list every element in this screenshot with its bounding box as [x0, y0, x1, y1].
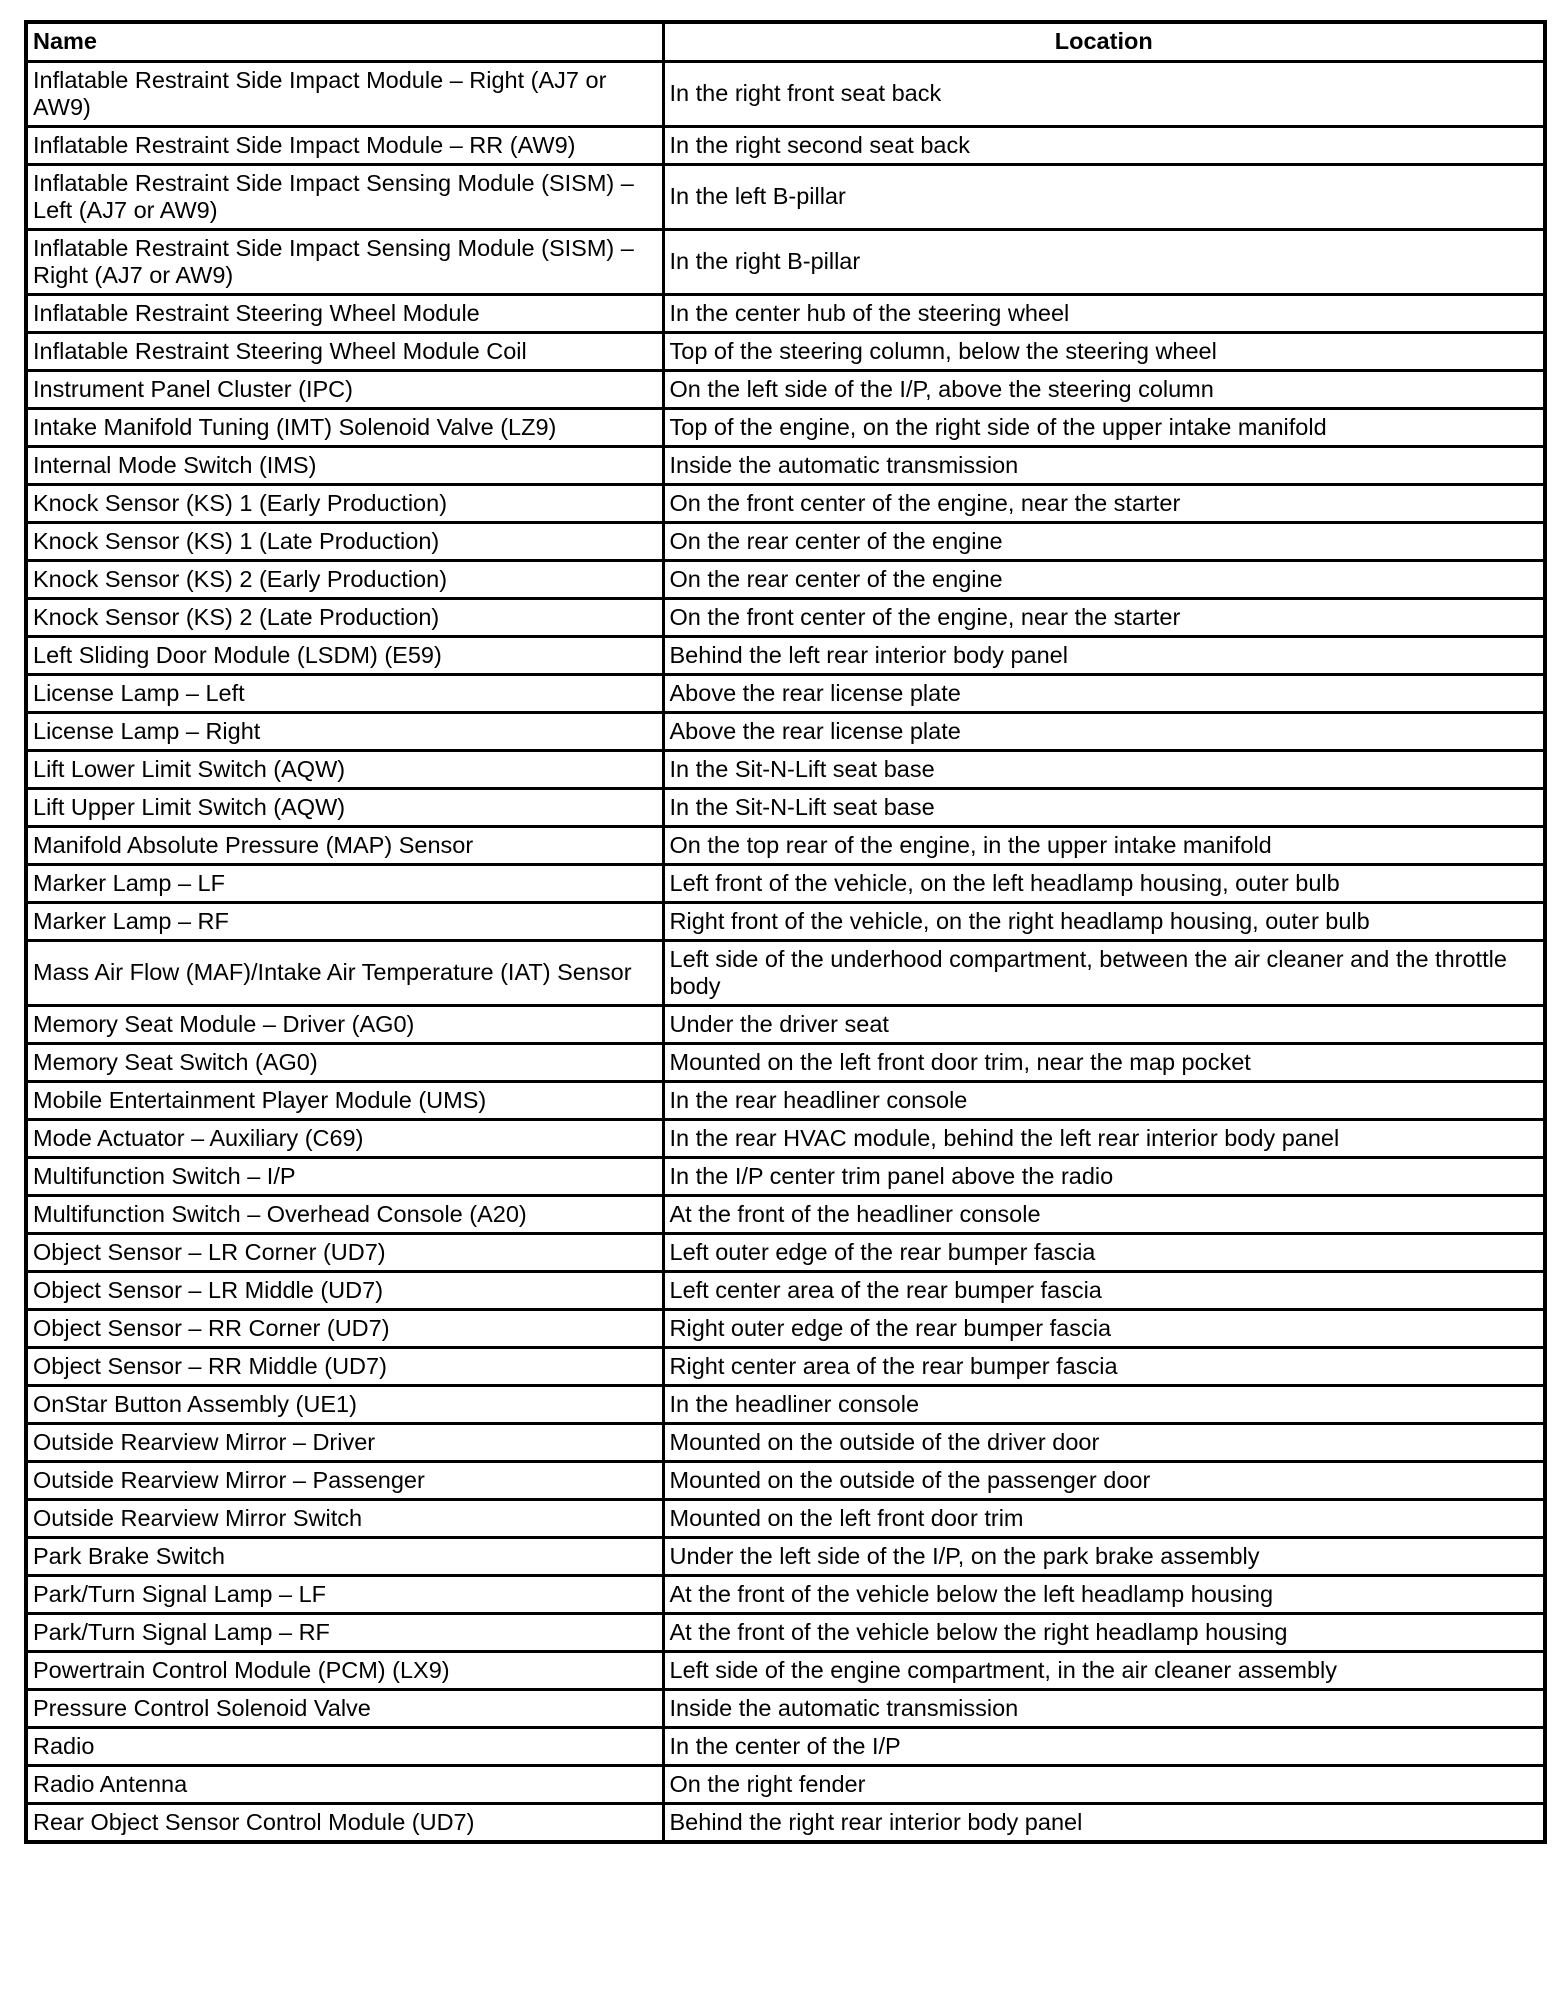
component-location-cell: Mounted on the outside of the driver door	[663, 1424, 1545, 1462]
table-row	[26, 599, 1545, 637]
table-row	[26, 447, 1545, 485]
component-name-cell: Knock Sensor (KS) 2 (Late Production)	[26, 599, 663, 637]
component-location-cell: In the Sit-N-Lift seat base	[663, 789, 1545, 827]
table-row	[26, 1234, 1545, 1272]
table-row	[26, 1728, 1545, 1766]
component-name-cell: Radio Antenna	[26, 1766, 663, 1804]
component-name-cell: License Lamp – Right	[26, 713, 663, 751]
component-location-cell: On the left side of the I/P, above the steering column	[663, 371, 1545, 409]
component-location-cell: In the center of the I/P	[663, 1728, 1545, 1766]
component-name-cell: Pressure Control Solenoid Valve	[26, 1690, 663, 1728]
component-name-cell: Lift Upper Limit Switch (AQW)	[26, 789, 663, 827]
component-location-cell: In the I/P center trim panel above the radio	[663, 1158, 1545, 1196]
table-row	[26, 165, 1545, 230]
table-row	[26, 675, 1545, 713]
component-name-cell: Mode Actuator – Auxiliary (C69)	[26, 1120, 663, 1158]
component-location-cell: In the headliner console	[663, 1386, 1545, 1424]
component-location-cell: Above the rear license plate	[663, 675, 1545, 713]
component-name-cell: Object Sensor – RR Corner (UD7)	[26, 1310, 663, 1348]
component-name-cell: Rear Object Sensor Control Module (UD7)	[26, 1804, 663, 1843]
table-row	[26, 1158, 1545, 1196]
component-location-cell: In the center hub of the steering wheel	[663, 295, 1545, 333]
component-name-cell: Outside Rearview Mirror – Passenger	[26, 1462, 663, 1500]
component-name-cell: Intake Manifold Tuning (IMT) Solenoid Valve (LZ9)	[26, 409, 663, 447]
table-row	[26, 295, 1545, 333]
component-location-cell: Top of the steering column, below the steering wheel	[663, 333, 1545, 371]
table-row	[26, 713, 1545, 751]
table-row	[26, 1424, 1545, 1462]
component-name-cell: Inflatable Restraint Steering Wheel Module	[26, 295, 663, 333]
component-location-cell: On the rear center of the engine	[663, 523, 1545, 561]
component-location-cell: Mounted on the left front door trim	[663, 1500, 1545, 1538]
component-name-cell: Knock Sensor (KS) 2 (Early Production)	[26, 561, 663, 599]
component-name-cell: Instrument Panel Cluster (IPC)	[26, 371, 663, 409]
column-header-name: Name	[26, 22, 663, 62]
component-name-cell: License Lamp – Left	[26, 675, 663, 713]
component-name-cell: Marker Lamp – LF	[26, 865, 663, 903]
table-row	[26, 485, 1545, 523]
component-location-table	[24, 20, 1547, 1844]
component-name-cell: Park/Turn Signal Lamp – LF	[26, 1576, 663, 1614]
table-row	[26, 827, 1545, 865]
component-location-cell: Mounted on the outside of the passenger door	[663, 1462, 1545, 1500]
component-name-cell: Left Sliding Door Module (LSDM) (E59)	[26, 637, 663, 675]
table-row	[26, 751, 1545, 789]
table-row	[26, 62, 1545, 127]
component-name-cell: Mass Air Flow (MAF)/Intake Air Temperature (IAT) Sensor	[26, 941, 663, 1006]
table-row	[26, 637, 1545, 675]
table-row	[26, 1348, 1545, 1386]
table-row	[26, 371, 1545, 409]
component-name-cell: Manifold Absolute Pressure (MAP) Sensor	[26, 827, 663, 865]
table-row	[26, 1006, 1545, 1044]
component-location-cell: Above the rear license plate	[663, 713, 1545, 751]
component-location-cell: In the rear headliner console	[663, 1082, 1545, 1120]
component-name-cell: Object Sensor – RR Middle (UD7)	[26, 1348, 663, 1386]
component-location-cell: Right outer edge of the rear bumper fascia	[663, 1310, 1545, 1348]
table-row	[26, 561, 1545, 599]
table-row	[26, 1766, 1545, 1804]
component-location-cell: In the Sit-N-Lift seat base	[663, 751, 1545, 789]
component-location-cell: Mounted on the left front door trim, near the map pocket	[663, 1044, 1545, 1082]
component-name-cell: Park Brake Switch	[26, 1538, 663, 1576]
component-name-cell: Multifunction Switch – I/P	[26, 1158, 663, 1196]
component-location-cell: Under the driver seat	[663, 1006, 1545, 1044]
component-name-cell: Inflatable Restraint Steering Wheel Module Coil	[26, 333, 663, 371]
component-name-cell: Memory Seat Switch (AG0)	[26, 1044, 663, 1082]
component-name-cell: Lift Lower Limit Switch (AQW)	[26, 751, 663, 789]
component-location-cell: In the right second seat back	[663, 127, 1545, 165]
component-name-cell: Outside Rearview Mirror – Driver	[26, 1424, 663, 1462]
table-row	[26, 941, 1545, 1006]
component-name-cell: Mobile Entertainment Player Module (UMS)	[26, 1082, 663, 1120]
component-location-cell: Top of the engine, on the right side of the upper intake manifold	[663, 409, 1545, 447]
component-location-cell: On the front center of the engine, near the starter	[663, 599, 1545, 637]
table-row	[26, 1120, 1545, 1158]
table-row	[26, 127, 1545, 165]
component-location-cell: Behind the left rear interior body panel	[663, 637, 1545, 675]
component-location-cell: At the front of the vehicle below the right headlamp housing	[663, 1614, 1545, 1652]
component-location-cell: Behind the right rear interior body panel	[663, 1804, 1545, 1843]
component-name-cell: Radio	[26, 1728, 663, 1766]
table-row	[26, 1690, 1545, 1728]
table-row	[26, 333, 1545, 371]
component-name-cell: Object Sensor – LR Corner (UD7)	[26, 1234, 663, 1272]
table-row	[26, 1386, 1545, 1424]
table-body	[26, 62, 1545, 1843]
component-name-cell: Park/Turn Signal Lamp – RF	[26, 1614, 663, 1652]
component-location-cell: Right center area of the rear bumper fascia	[663, 1348, 1545, 1386]
component-name-cell: Inflatable Restraint Side Impact Module – RR (AW9)	[26, 127, 663, 165]
component-name-cell: Powertrain Control Module (PCM) (LX9)	[26, 1652, 663, 1690]
component-location-cell: In the right B-pillar	[663, 230, 1545, 295]
table-row	[26, 865, 1545, 903]
table-header	[26, 22, 1545, 62]
component-location-cell: On the top rear of the engine, in the upper intake manifold	[663, 827, 1545, 865]
table-row	[26, 230, 1545, 295]
component-location-cell: Inside the automatic transmission	[663, 447, 1545, 485]
component-name-cell: Internal Mode Switch (IMS)	[26, 447, 663, 485]
component-location-cell: On the front center of the engine, near the starter	[663, 485, 1545, 523]
table-row	[26, 409, 1545, 447]
component-name-cell: Outside Rearview Mirror Switch	[26, 1500, 663, 1538]
table-row	[26, 1652, 1545, 1690]
table-row	[26, 1500, 1545, 1538]
component-location-cell: In the right front seat back	[663, 62, 1545, 127]
table-row	[26, 1804, 1545, 1843]
table-row	[26, 1614, 1545, 1652]
component-location-cell: Left side of the engine compartment, in the air cleaner assembly	[663, 1652, 1545, 1690]
component-location-table-container	[24, 20, 1543, 1844]
component-name-cell: Knock Sensor (KS) 1 (Late Production)	[26, 523, 663, 561]
table-row	[26, 1462, 1545, 1500]
table-row	[26, 903, 1545, 941]
table-row	[26, 789, 1545, 827]
component-location-cell: Left outer edge of the rear bumper fascia	[663, 1234, 1545, 1272]
component-location-cell: At the front of the vehicle below the left headlamp housing	[663, 1576, 1545, 1614]
component-location-cell: Inside the automatic transmission	[663, 1690, 1545, 1728]
component-name-cell: Multifunction Switch – Overhead Console (A20)	[26, 1196, 663, 1234]
table-row	[26, 1576, 1545, 1614]
column-header-location: Location	[663, 22, 1545, 62]
component-location-cell: Right front of the vehicle, on the right headlamp housing, outer bulb	[663, 903, 1545, 941]
component-name-cell: Memory Seat Module – Driver (AG0)	[26, 1006, 663, 1044]
component-location-cell: In the rear HVAC module, behind the left rear interior body panel	[663, 1120, 1545, 1158]
table-row	[26, 1310, 1545, 1348]
table-row	[26, 1082, 1545, 1120]
component-location-cell: On the right fender	[663, 1766, 1545, 1804]
table-row	[26, 1196, 1545, 1234]
component-location-cell: On the rear center of the engine	[663, 561, 1545, 599]
component-location-cell: In the left B-pillar	[663, 165, 1545, 230]
table-row	[26, 1272, 1545, 1310]
table-row	[26, 1538, 1545, 1576]
component-name-cell: Inflatable Restraint Side Impact Module – Right (AJ7 or AW9)	[26, 62, 663, 127]
component-location-cell: Left front of the vehicle, on the left headlamp housing, outer bulb	[663, 865, 1545, 903]
header-row	[26, 22, 1545, 62]
table-row	[26, 1044, 1545, 1082]
component-name-cell: Inflatable Restraint Side Impact Sensing Module (SISM) – Right (AJ7 or AW9)	[26, 230, 663, 295]
component-name-cell: Object Sensor – LR Middle (UD7)	[26, 1272, 663, 1310]
component-location-cell: At the front of the headliner console	[663, 1196, 1545, 1234]
component-name-cell: Marker Lamp – RF	[26, 903, 663, 941]
component-location-cell: Under the left side of the I/P, on the park brake assembly	[663, 1538, 1545, 1576]
component-name-cell: Knock Sensor (KS) 1 (Early Production)	[26, 485, 663, 523]
component-name-cell: OnStar Button Assembly (UE1)	[26, 1386, 663, 1424]
component-name-cell: Inflatable Restraint Side Impact Sensing Module (SISM) – Left (AJ7 or AW9)	[26, 165, 663, 230]
table-row	[26, 523, 1545, 561]
component-location-cell: Left side of the underhood compartment, between the air cleaner and the throttle body	[663, 941, 1545, 1006]
component-location-cell: Left center area of the rear bumper fascia	[663, 1272, 1545, 1310]
